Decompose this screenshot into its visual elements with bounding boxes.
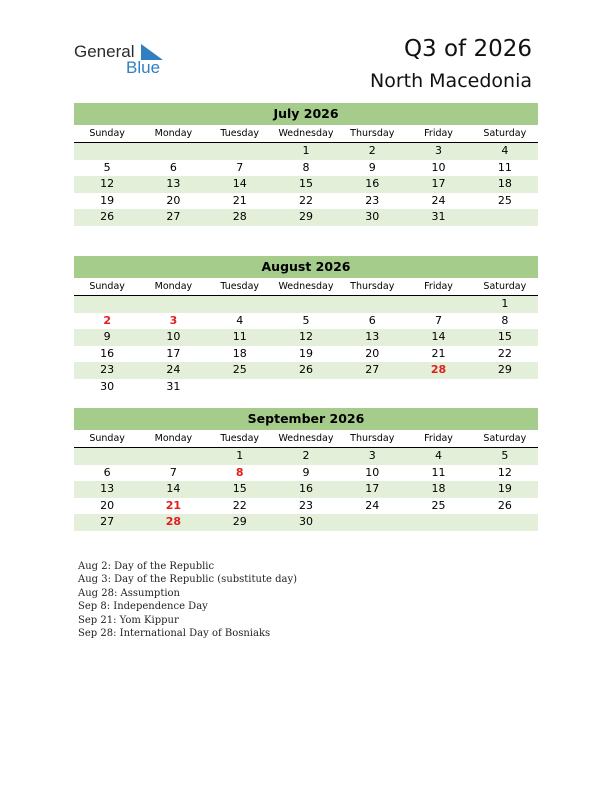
- month-header: September 2026: [74, 408, 538, 430]
- week-row: [74, 379, 538, 396]
- weekday-label: Monday: [154, 281, 193, 292]
- day-cell: 29: [298, 210, 313, 223]
- day-cell: 9: [368, 160, 376, 174]
- logo-blue-text: Blue: [126, 58, 161, 77]
- day-cell: 8: [235, 465, 244, 479]
- day-cell: 19: [100, 193, 115, 207]
- day-cell: 11: [431, 465, 446, 479]
- weekday-label: Tuesday: [220, 128, 260, 139]
- day-cell: 15: [497, 330, 512, 343]
- day-cell: 7: [169, 465, 177, 479]
- day-cell: 10: [166, 330, 181, 343]
- day-cell: 30: [365, 210, 380, 223]
- empty-day-cell: [273, 296, 339, 313]
- weekday-label: Friday: [424, 433, 453, 444]
- day-cell: 26: [298, 363, 313, 376]
- empty-day-cell: [207, 379, 273, 396]
- day-cell: 23: [365, 193, 380, 207]
- weekday-label: Tuesday: [220, 281, 260, 292]
- weekday-label: Saturday: [483, 433, 527, 444]
- day-cell: 21: [232, 193, 247, 207]
- empty-day-cell: [74, 143, 140, 160]
- weekday-label: Wednesday: [278, 433, 334, 444]
- week-row: [74, 448, 538, 465]
- day-cell: 14: [232, 177, 247, 190]
- day-cell: 4: [435, 449, 443, 462]
- holiday-note: Aug 2: Day of the Republic: [78, 561, 215, 572]
- day-cell: 3: [435, 144, 443, 157]
- week-row: [74, 296, 538, 313]
- day-cell: 23: [100, 363, 115, 376]
- day-cell: 1: [501, 297, 509, 310]
- month-header: August 2026: [74, 256, 538, 278]
- weekday-row: [74, 125, 538, 143]
- day-cell: 28: [165, 515, 182, 528]
- day-cell: 12: [100, 177, 115, 190]
- day-cell: 13: [365, 330, 380, 343]
- empty-day-cell: [339, 514, 405, 531]
- weekday-label: Wednesday: [278, 128, 334, 139]
- day-cell: 16: [365, 177, 380, 190]
- generalblue-logo: [74, 42, 174, 78]
- day-cell: 1: [236, 449, 244, 462]
- weekday-label: Thursday: [350, 128, 395, 139]
- weeks-container: [74, 448, 538, 531]
- empty-day-cell: [273, 379, 339, 396]
- week-row: [74, 313, 538, 330]
- empty-day-cell: [207, 143, 273, 160]
- day-cell: 8: [501, 313, 509, 327]
- day-cell: 14: [166, 482, 181, 495]
- day-cell: 5: [302, 313, 310, 327]
- weekday-row: [74, 430, 538, 448]
- day-cell: 11: [232, 330, 247, 343]
- day-cell: 9: [302, 465, 310, 479]
- week-row: [74, 209, 538, 226]
- weekday-label: Monday: [154, 433, 193, 444]
- week-row: [74, 176, 538, 193]
- day-cell: 23: [298, 498, 313, 512]
- day-cell: 29: [497, 363, 512, 376]
- empty-day-cell: [472, 379, 538, 396]
- day-cell: 25: [431, 498, 446, 512]
- weekday-label: Friday: [424, 128, 453, 139]
- day-cell: 25: [497, 193, 512, 207]
- day-cell: 2: [103, 313, 111, 327]
- week-row: [74, 143, 538, 160]
- day-cell: 20: [365, 346, 380, 360]
- day-cell: 6: [103, 465, 111, 479]
- day-cell: 1: [302, 144, 310, 157]
- day-cell: 24: [365, 498, 380, 512]
- day-cell: 19: [497, 482, 512, 495]
- day-cell: 31: [431, 210, 446, 223]
- day-cell: 9: [103, 330, 111, 343]
- empty-day-cell: [405, 296, 471, 313]
- day-cell: 28: [232, 210, 247, 223]
- weekday-label: Tuesday: [220, 433, 260, 444]
- day-cell: 20: [166, 193, 181, 207]
- empty-day-cell: [472, 514, 538, 531]
- holiday-note: Sep 28: International Day of Bosniaks: [78, 628, 271, 640]
- day-cell: 24: [431, 193, 446, 207]
- day-cell: 5: [103, 160, 111, 174]
- day-cell: 15: [232, 482, 247, 495]
- day-cell: 7: [435, 313, 443, 327]
- day-cell: 14: [431, 330, 446, 343]
- weekday-label: Thursday: [350, 433, 395, 444]
- empty-day-cell: [339, 379, 405, 396]
- weekday-row: [74, 278, 538, 296]
- week-row: [74, 465, 538, 482]
- day-cell: 26: [100, 210, 115, 223]
- weekday-label: Sunday: [89, 433, 125, 444]
- weekday-label: Monday: [154, 128, 193, 139]
- day-cell: 13: [100, 482, 115, 495]
- day-cell: 10: [365, 465, 380, 479]
- weekday-label: Saturday: [483, 281, 527, 292]
- day-cell: 12: [497, 465, 512, 479]
- day-cell: 25: [232, 363, 247, 376]
- weekday-label: Sunday: [89, 128, 125, 139]
- holiday-note: Sep 8: Independence Day: [78, 601, 208, 613]
- day-cell: 6: [368, 313, 376, 327]
- day-cell: 4: [501, 144, 509, 157]
- day-cell: 7: [236, 160, 244, 174]
- day-cell: 18: [497, 177, 512, 190]
- week-row: [74, 346, 538, 363]
- weekday-label: Wednesday: [278, 281, 334, 292]
- empty-day-cell: [140, 448, 206, 465]
- holiday-note: Aug 3: Day of the Republic (substitute day): [78, 574, 297, 586]
- empty-day-cell: [140, 296, 206, 313]
- day-cell: 22: [232, 498, 247, 512]
- day-cell: 2: [302, 449, 310, 462]
- day-cell: 8: [302, 160, 310, 174]
- weekday-label: Saturday: [483, 128, 527, 139]
- day-cell: 3: [169, 313, 178, 327]
- week-row: [74, 498, 538, 515]
- day-cell: 22: [497, 346, 512, 360]
- weekday-label: Sunday: [89, 281, 125, 292]
- day-cell: 18: [431, 482, 446, 495]
- weekday-label: Friday: [424, 281, 453, 292]
- day-cell: 18: [232, 346, 247, 360]
- month-header: July 2026: [74, 103, 538, 125]
- day-cell: 27: [100, 515, 115, 528]
- empty-day-cell: [74, 296, 140, 313]
- month-calendar-september: [74, 408, 538, 531]
- day-cell: 5: [501, 449, 509, 462]
- day-cell: 6: [169, 160, 177, 174]
- day-cell: 21: [165, 498, 182, 512]
- month-calendar-july: [74, 103, 538, 226]
- empty-day-cell: [74, 448, 140, 465]
- day-cell: 16: [298, 482, 313, 495]
- weeks-container: [74, 143, 538, 226]
- day-cell: 27: [166, 210, 181, 223]
- day-cell: 17: [431, 177, 446, 190]
- weekday-label: Thursday: [350, 281, 395, 292]
- empty-day-cell: [140, 143, 206, 160]
- week-row: [74, 514, 538, 531]
- day-cell: 30: [298, 515, 313, 528]
- holiday-note: Aug 28: Assumption: [78, 587, 181, 599]
- day-cell: 19: [298, 346, 313, 360]
- month-calendar-august: [74, 256, 538, 395]
- empty-day-cell: [207, 296, 273, 313]
- day-cell: 3: [368, 449, 376, 462]
- day-cell: 11: [497, 160, 512, 174]
- day-cell: 22: [298, 193, 313, 207]
- day-cell: 29: [232, 515, 247, 528]
- weeks-container: [74, 296, 538, 395]
- day-cell: 20: [100, 498, 115, 512]
- day-cell: 17: [365, 482, 380, 495]
- empty-day-cell: [339, 296, 405, 313]
- day-cell: 21: [431, 346, 446, 360]
- day-cell: 17: [166, 346, 181, 360]
- week-row: [74, 481, 538, 498]
- holiday-note: Sep 21: Yom Kippur: [78, 614, 179, 626]
- day-cell: 16: [100, 346, 115, 360]
- day-cell: 12: [298, 330, 313, 343]
- logo-general-text: General: [74, 42, 135, 61]
- holiday-notes: [78, 560, 297, 640]
- empty-day-cell: [405, 514, 471, 531]
- day-cell: 15: [298, 177, 313, 190]
- week-row: [74, 329, 538, 346]
- day-cell: 26: [497, 498, 512, 512]
- week-row: [74, 193, 538, 210]
- day-cell: 13: [166, 177, 181, 190]
- day-cell: 2: [368, 144, 376, 157]
- empty-day-cell: [405, 379, 471, 396]
- country-name: North Macedonia: [369, 70, 532, 92]
- day-cell: 4: [236, 313, 244, 327]
- day-cell: 28: [430, 363, 447, 376]
- page-title: Q3 of 2026: [403, 36, 532, 62]
- empty-day-cell: [472, 209, 538, 226]
- week-row: [74, 160, 538, 177]
- day-cell: 24: [166, 363, 181, 376]
- week-row: [74, 362, 538, 379]
- day-cell: 30: [100, 379, 115, 393]
- day-cell: 27: [365, 363, 380, 376]
- day-cell: 31: [166, 379, 181, 393]
- day-cell: 10: [431, 160, 446, 174]
